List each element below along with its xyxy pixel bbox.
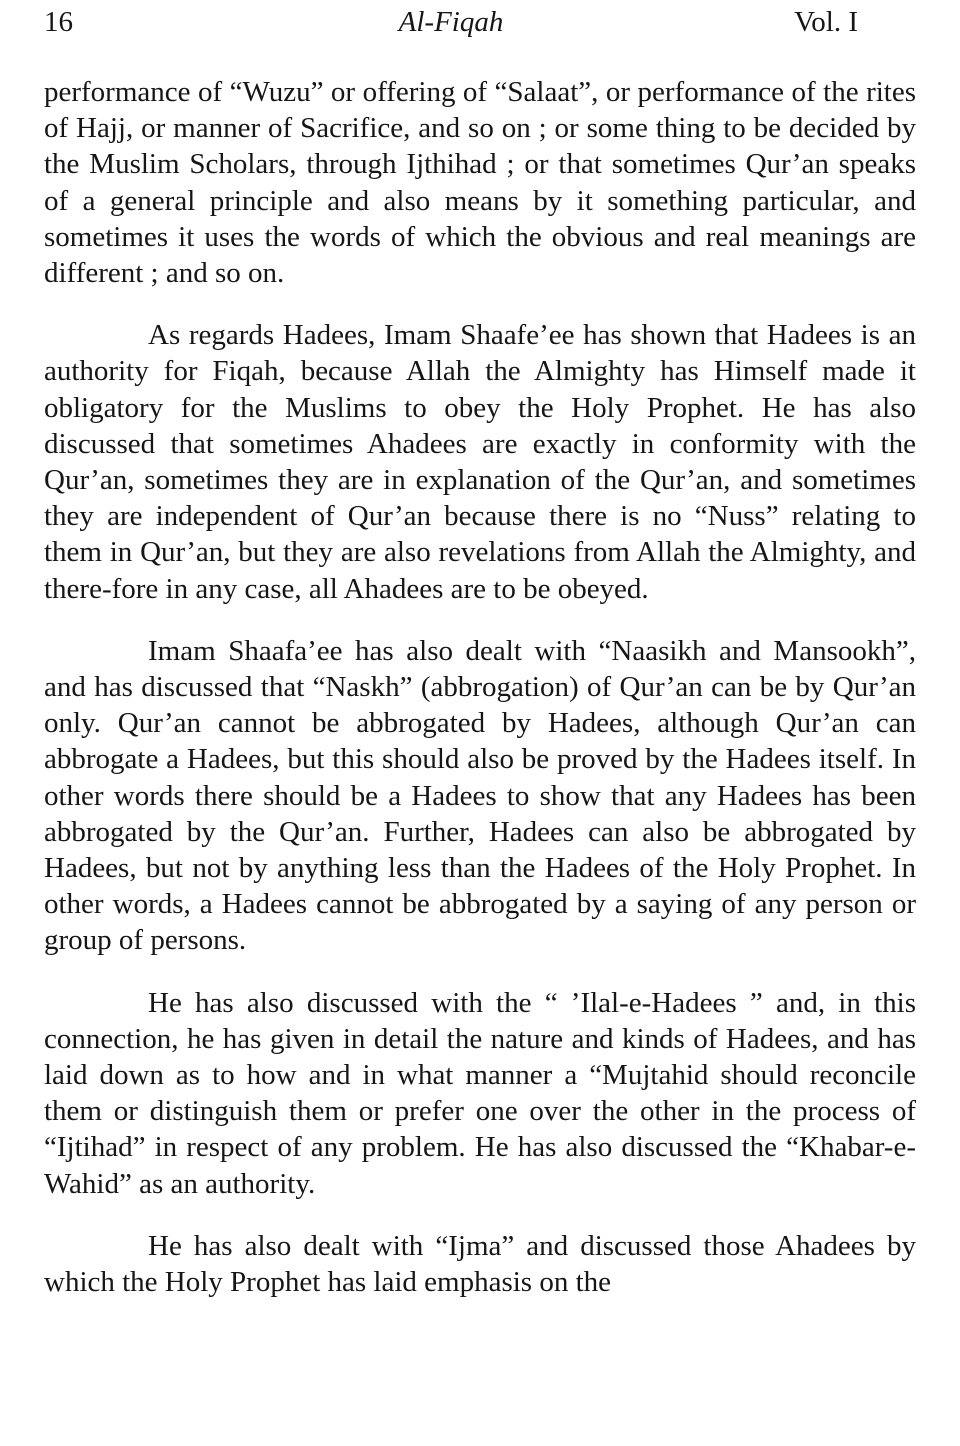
paragraph-ilal-e-hadees: He has also discussed with the “ ’Ilal-e-Hadees ” and, in this connection, he has given in detail the nature and kinds of Hadees, and has laid down as to how and in what manner a “Mujtahid should reconcile them or distinguish them or prefer one over the other in the process of “Ijtihad” in respect of any problem. He has also discussed the “Khabar-e-Wahid” as an authority. bbox=[44, 986, 916, 1200]
paragraph-naasikh-mansookh: Imam Shaafa’ee has also dealt with “Naasikh and Mansookh”, and has discussed that “Naskh” (abbrogation) of Qur’an can be by Qur’an only. Qur’an cannot be abbrogated by Hadees, although Qur’an can abbrogate a Hadees, but this should also be proved by the Hadees itself. In other words there should be a Hadees to show that any Hadees has been abbrogated by the Qur’an. Further, Hadees can also be abbrogated by Hadees, but not by anything less than the Hadees of the Holy Prophet. In other words, a Hadees cannot be abbrogated by a saying of any person or group of persons. bbox=[44, 634, 916, 957]
volume-label: Vol. I bbox=[794, 6, 858, 38]
paragraph-hadees-authority: As regards Hadees, Imam Shaafe’ee has shown that Hadees is an authority for Fiqah, because Allah the Almighty has Himself made it obligatory for the Muslims to obey the Holy Prophet. He has also discussed that sometimes Ahadees are exactly in conformity with the Qur’an, sometimes they are in explanation of the Qur’an, and sometimes they are independent of Qur’an because there is no “Nuss” relating to them in Qur’an, but they are also revelations from Allah the Almighty, and there-fore in any case, all Ahadees are to be obeyed. bbox=[44, 319, 916, 605]
paragraph-continuation: performance of “Wuzu” or offering of “Salaat”, or performance of the rites of Hajj, or manner of Sacrifice, and so on ; or some thing to be decided by the Muslim Scholars, through Ijthihad ; or that sometimes Qur’an speaks of a general principle and also means by it something particular, and sometimes it uses the words of which the obvious and real meanings are different ; and so on. bbox=[44, 76, 916, 290]
paragraph-ijma: He has also dealt with “Ijma” and discussed those Ahadees by which the Holy Prophet has laid emphasis on the bbox=[44, 1229, 916, 1299]
body-text bbox=[44, 74, 916, 1326]
page-header bbox=[44, 2, 858, 42]
page-number: 16 bbox=[44, 6, 73, 38]
book-title: Al-Fiqah bbox=[398, 6, 504, 38]
